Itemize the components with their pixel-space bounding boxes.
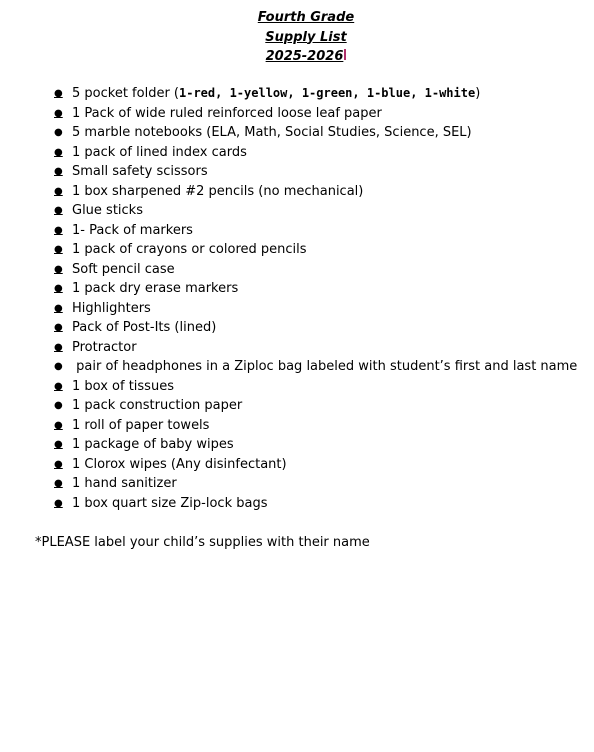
bullet-icon: ● <box>54 322 63 333</box>
list-item <box>54 299 577 319</box>
list-item <box>54 143 577 163</box>
list-item-text: Pack of Post-Its (lined) <box>72 320 217 335</box>
list-item-text: 1 box quart size Zip-lock bags <box>72 495 268 511</box>
list-item <box>54 104 577 124</box>
bullet-icon: ● <box>54 166 63 177</box>
list-item <box>54 455 577 475</box>
list-item <box>54 279 577 299</box>
list-item-text: pair of headphones in a Ziploc bag labeled with student’s first and last name <box>72 359 578 374</box>
bullet-icon: ● <box>54 185 63 197</box>
item-text-post: ) <box>475 86 481 101</box>
bullet-icon: ● <box>54 263 63 275</box>
list-item-text: 1 pack construction paper <box>72 398 243 413</box>
bullet-icon: ● <box>54 458 63 470</box>
bullet-icon: ● <box>54 419 63 431</box>
list-item-text: 1 Pack of wide ruled reinforced loose leaf paper <box>72 105 382 121</box>
bullet-icon: ● <box>54 380 63 392</box>
list-item-text: 1 pack of crayons or colored pencils <box>72 242 307 257</box>
list-item-text: 1 box sharpened #2 pencils (no mechanical) <box>72 183 364 199</box>
list-item <box>54 396 577 416</box>
list-item-text: 1 pack dry erase markers <box>72 281 239 296</box>
list-item-text: 1 hand sanitizer <box>72 476 177 491</box>
list-item <box>54 494 577 514</box>
list-item <box>54 84 577 104</box>
list-item-text: 1 pack of lined index cards <box>72 144 247 160</box>
folder-colors: 1-red, 1-yellow, 1-green, 1-blue, 1-white <box>179 86 476 100</box>
list-item <box>54 474 577 494</box>
list-item <box>54 435 577 455</box>
title-block <box>0 8 594 67</box>
bullet-icon: ● <box>54 107 63 119</box>
bullet-icon: ● <box>54 244 63 255</box>
list-item-text: Protractor <box>72 339 137 355</box>
bullet-icon: ● <box>54 439 63 450</box>
bullet-icon: ● <box>54 302 63 314</box>
list-item <box>54 416 577 436</box>
bullet-icon: ● <box>54 224 63 236</box>
bullet-icon: ● <box>54 127 63 138</box>
list-item-text: Soft pencil case <box>72 261 175 277</box>
list-item-text: 1 roll of paper towels <box>72 417 210 433</box>
list-item-text: 1 package of baby wipes <box>72 437 234 452</box>
title-grade: Fourth Grade <box>257 10 355 25</box>
list-item-text: 1 Clorox wipes (Any disinfectant) <box>72 456 287 472</box>
supply-list <box>54 84 577 513</box>
list-item <box>54 123 577 143</box>
list-item <box>54 377 577 397</box>
title-school-year <box>0 47 594 67</box>
list-item <box>54 162 577 182</box>
bullet-icon: ● <box>54 146 63 158</box>
list-item-text: 1 box of tissues <box>72 378 174 394</box>
list-item <box>54 221 577 241</box>
list-item-text: 1- Pack of markers <box>72 222 193 238</box>
list-item <box>54 357 577 377</box>
item-text-pre: 5 pocket folder ( <box>72 86 179 101</box>
list-item <box>54 318 577 338</box>
bullet-icon: ● <box>54 283 63 294</box>
bullet-icon: ● <box>54 88 63 99</box>
bullet-icon: ● <box>54 205 63 216</box>
title-year-text: 2025-2026 <box>265 49 344 64</box>
list-item <box>54 338 577 358</box>
list-item <box>54 240 577 260</box>
label-supplies-note: *PLEASE label your child’s supplies with their name <box>35 535 370 550</box>
list-item <box>54 260 577 280</box>
list-item <box>54 182 577 202</box>
bullet-icon: ● <box>54 478 63 489</box>
bullet-icon: ● <box>54 341 63 353</box>
list-item-text <box>72 86 480 101</box>
title-supply-list: Supply List <box>265 29 347 45</box>
list-item-text: Glue sticks <box>72 203 143 218</box>
bullet-icon: ● <box>54 361 63 372</box>
list-item-text: 5 marble notebooks (ELA, Math, Social Studies, Science, SEL) <box>72 125 472 140</box>
list-item-text: Highlighters <box>72 300 151 316</box>
list-item <box>54 201 577 221</box>
list-item-text: Small safety scissors <box>72 164 208 179</box>
bullet-icon: ● <box>54 400 63 411</box>
text-cursor-icon <box>344 49 346 60</box>
bullet-icon: ● <box>54 497 63 509</box>
